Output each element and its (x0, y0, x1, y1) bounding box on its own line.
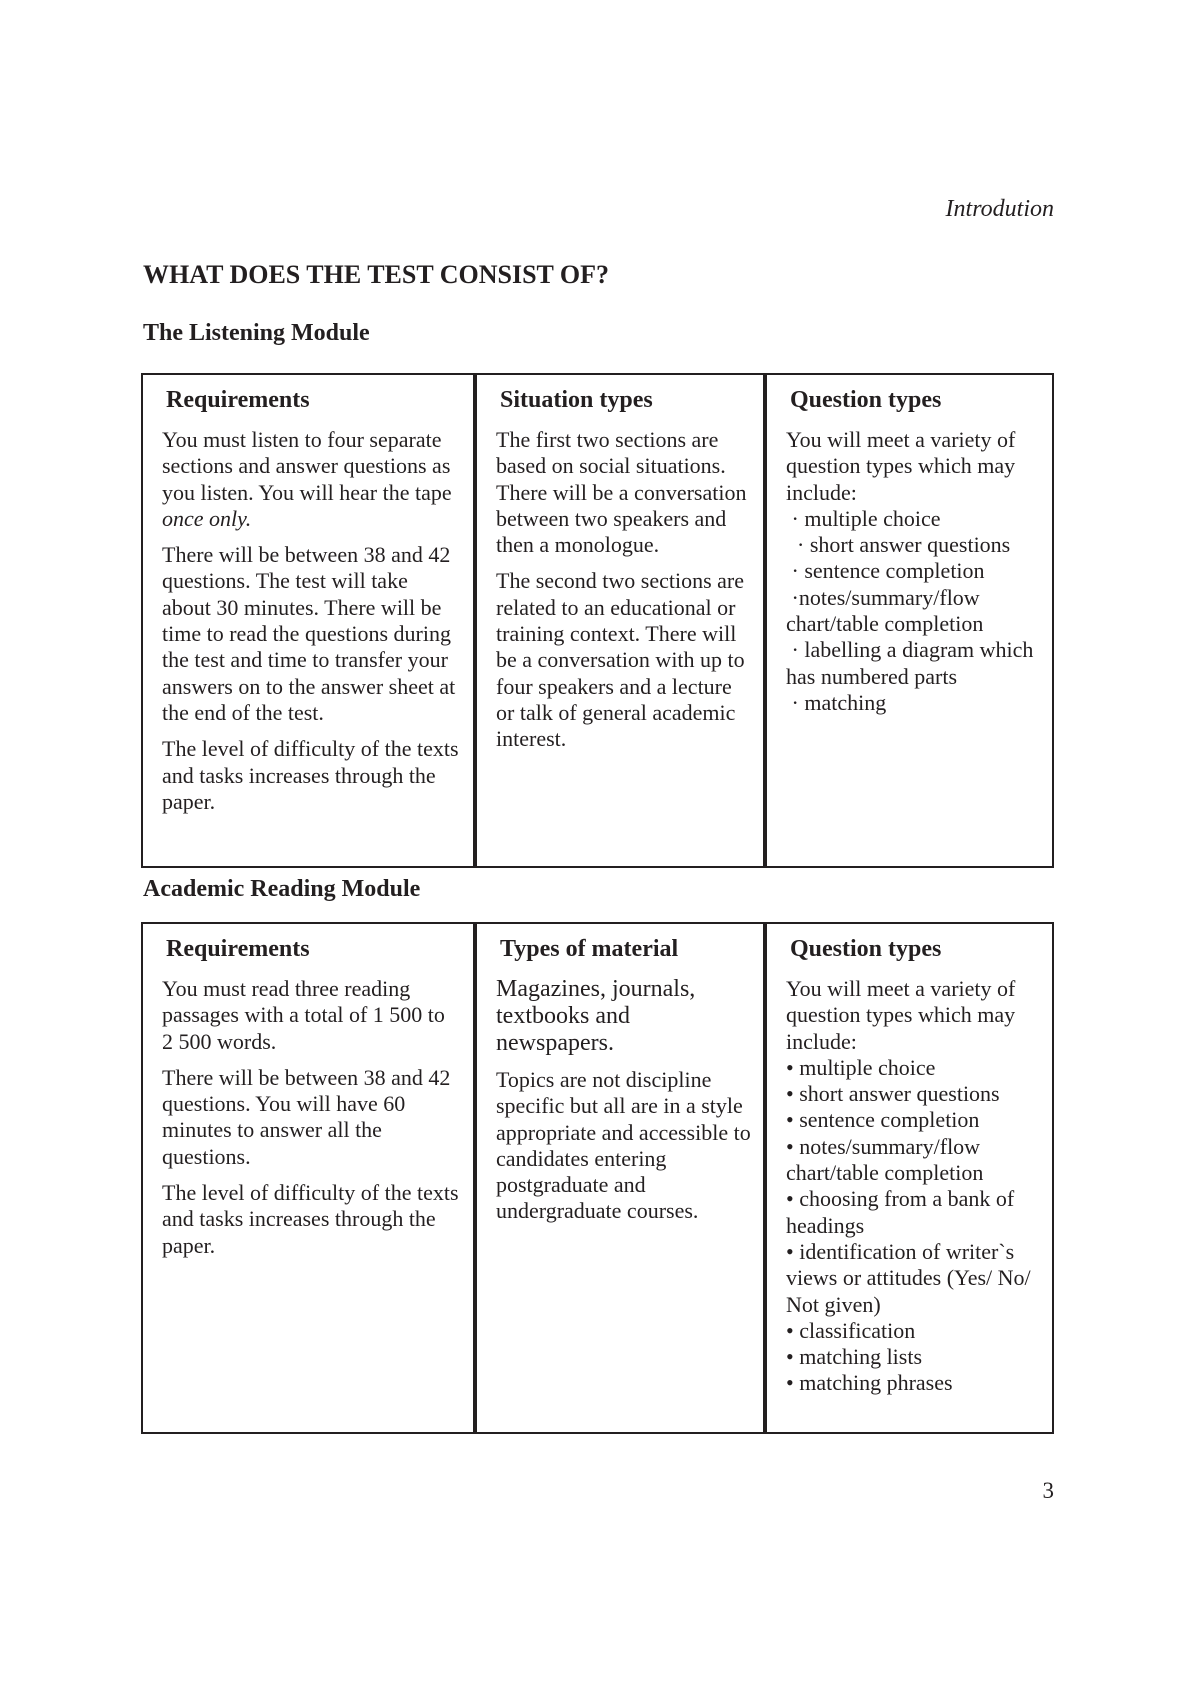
listening-situation-header: Situation types (500, 387, 653, 413)
list-item: • choosing from a bank of headings (786, 1186, 1015, 1238)
listening-requirements-paragraph-3: The level of difficulty of the texts and tasks increases through the paper. (162, 736, 459, 814)
list-item: · short answer questions (786, 532, 1011, 558)
running-head: Introdution (945, 196, 1054, 222)
listening-module-table (141, 373, 1054, 868)
reading-material-header: Types of material (500, 936, 679, 962)
list-item: · matching (786, 689, 887, 715)
page-title: WHAT DOES THE TEST CONSIST OF? (143, 260, 610, 289)
page-number: 3 (1042, 1478, 1054, 1503)
listening-requirements-column (143, 375, 473, 866)
listening-requirements-paragraph-1 (162, 427, 461, 532)
listening-requirements-header: Requirements (166, 387, 310, 413)
listening-requirements-paragraph-1-text: You must listen to four separate sections and answer questions as you listen. You will hear the tape (162, 427, 452, 505)
listening-question-types-list (786, 506, 1044, 716)
list-item: · sentence completion (786, 558, 985, 584)
reading-question-types-intro: You will meet a variety of question types which may include: (786, 976, 1016, 1054)
listening-question-types-column (763, 375, 1052, 866)
reading-requirements-paragraph-1: You must read three reading passages with a total of 1 500 to 2 500 words. (162, 976, 445, 1054)
list-item: • identification of writer`s views or attitudes (Yes/ No/ Not given) (786, 1238, 1031, 1317)
reading-requirements-paragraph-3: The level of difficulty of the texts and tasks increases through the paper. (162, 1180, 459, 1258)
reading-question-types-header: Question types (790, 936, 942, 962)
list-item: • sentence completion (786, 1107, 980, 1133)
reading-requirements-paragraph-2: There will be between 38 and 42 questions. You will have 60 minutes to answer all the questions. (162, 1064, 451, 1169)
reading-module-table (141, 922, 1054, 1434)
reading-question-types-list (786, 1055, 1044, 1397)
listening-question-types-header: Question types (790, 387, 942, 413)
list-item: • matching lists (786, 1344, 923, 1370)
listening-requirements-paragraph-2: There will be between 38 and 42 questions. The test will take about 30 minutes. There will be time to read the questions during the test and time to transfer your answers on to the answer sheet at the end of the test. (162, 542, 456, 725)
reading-question-types-column (763, 924, 1052, 1432)
reading-requirements-column (143, 924, 473, 1432)
list-item: · labelling a diagram which has numbered parts (786, 637, 1034, 689)
list-item: • matching phrases (786, 1370, 953, 1396)
list-item: • notes/summary/flow chart/table completion (786, 1133, 984, 1186)
reading-material-column (473, 924, 763, 1432)
list-item: • multiple choice (786, 1054, 936, 1080)
list-item: · multiple choice (786, 505, 941, 531)
listening-situation-paragraph-2: The second two sections are related to an educational or training context. There will be a conversation with up to four speakers and a lecture or talk of general academic interest. (496, 568, 745, 752)
listening-module-heading: The Listening Module (143, 320, 370, 346)
listening-question-types-intro: You will meet a variety of question types which may include: (786, 427, 1016, 505)
reading-material-paragraph-1: Magazines, journals, textbooks and newspapers. (496, 976, 696, 1056)
reading-requirements-header: Requirements (166, 936, 310, 962)
list-item: ·notes/summary/flow chart/table completion (786, 584, 984, 637)
listening-situation-paragraph-1: The first two sections are based on social situations. There will be a conversation between two speakers and then a monologue. (496, 427, 747, 558)
reading-module-heading: Academic Reading Module (143, 876, 421, 902)
reading-material-paragraph-2: Topics are not discipline specific but all are in a style appropriate and accessible to candidates entering postgraduate and undergraduate courses. (496, 1067, 751, 1224)
list-item: • classification (786, 1317, 916, 1343)
listening-situation-column (473, 375, 763, 866)
once-only-emphasis: once only. (162, 505, 252, 531)
list-item: • short answer questions (786, 1081, 1000, 1107)
